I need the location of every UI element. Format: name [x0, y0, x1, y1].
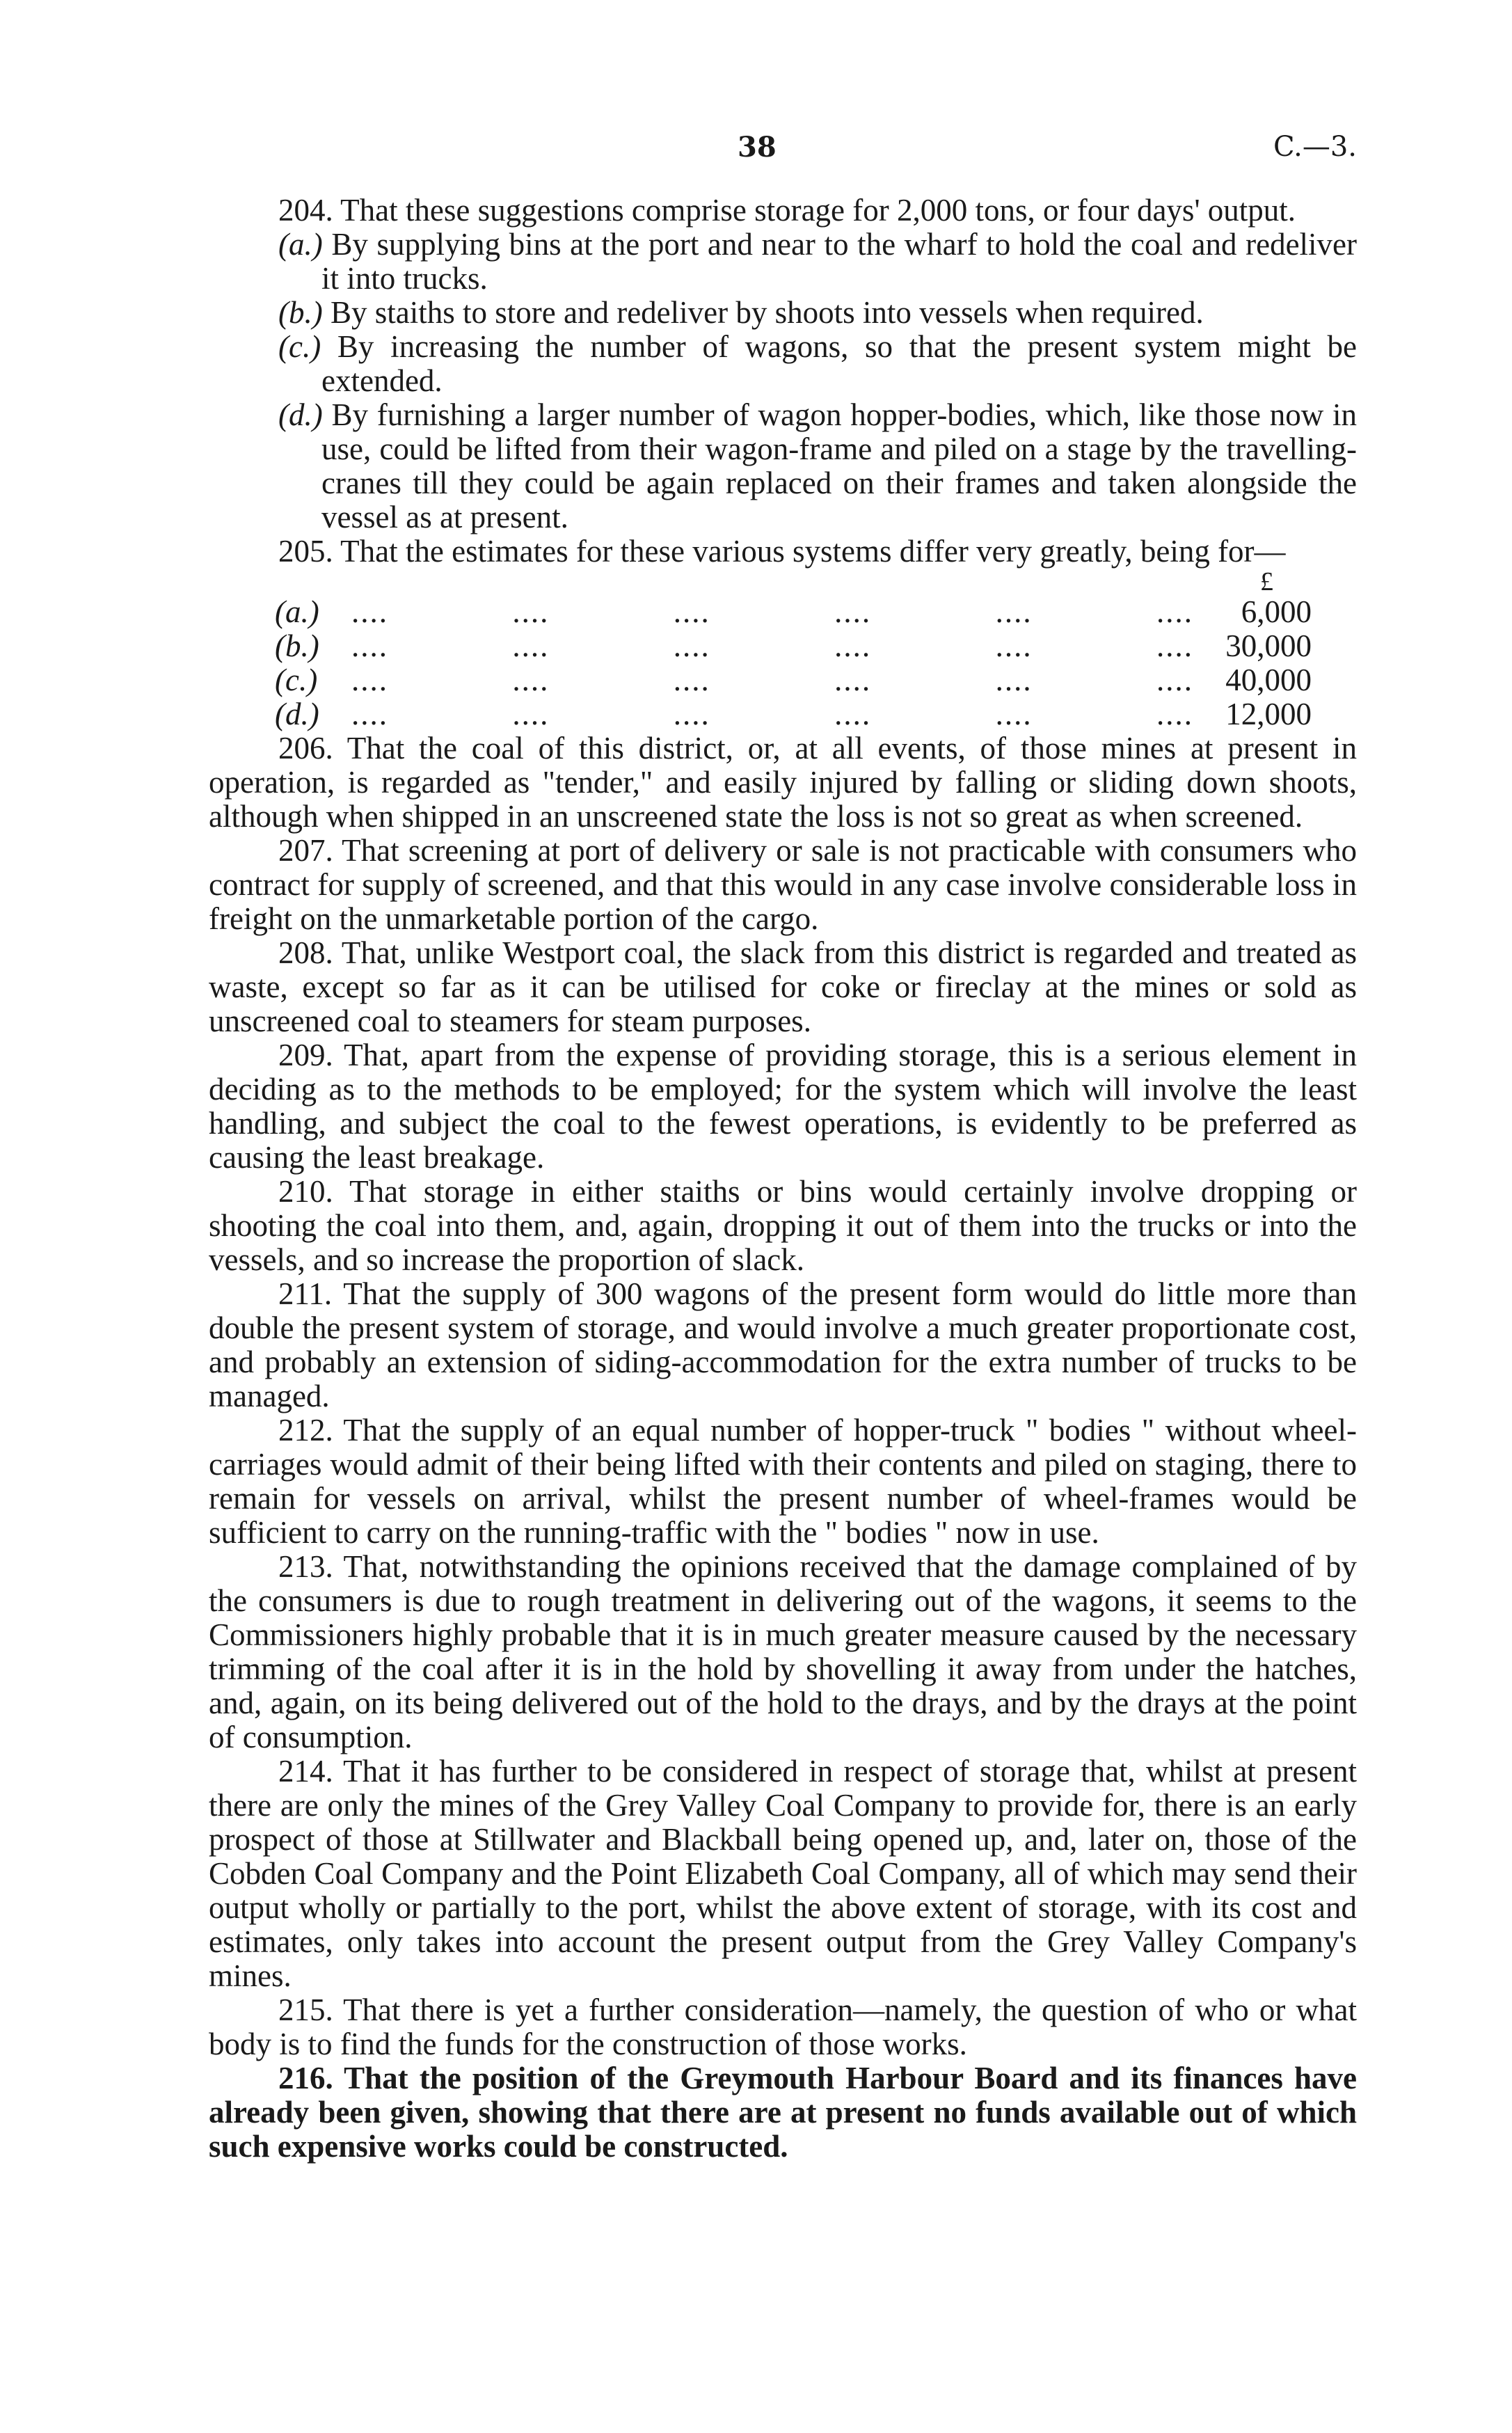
paragraph-214: 214. That it has further to be considered in respect of storage that, whilst at present there are only the mines of the Grey Valley Coal Company to provide for, there is an early prospect of those at Stillwater and Blackball being opened up, and, later on, those of the Cobden Coal Company and the Point Elizabeth Coal Company, all of which may send their output wholly or partially to the port, whilst the above extent of storage, with its cost and estimates, only takes into account the present output from the Grey Valley Company's mines. [209, 1754, 1357, 1993]
estimate-row-b [275, 629, 1312, 663]
estimate-value: 30,000 [1225, 628, 1312, 663]
estimate-value: 40,000 [1225, 663, 1312, 697]
paragraph-205: 205. That the estimates for these various systems differ very greatly, being for— [278, 534, 1286, 569]
sub-item-text: By supplying bins at the port and near to the wharf to hold the coal and redeliver it into trucks. [321, 227, 1358, 296]
document-reference: C.—3. [1273, 131, 1357, 163]
body-text [209, 193, 1357, 2164]
estimate-row-a [275, 595, 1312, 629]
estimates-table [275, 569, 1312, 731]
paragraph-204: 204. That these suggestions comprise storage for 2,000 tons, or four days' output. [278, 193, 1296, 228]
sub-item-c [209, 330, 1357, 398]
paragraph-206: 206. That the coal of this district, or, at all events, of those mines at present in operation, is regarded as "tender," and easily injured by falling or sliding down shoots, although when shipped in an unscreened state the loss is not so great as when screened. [209, 731, 1357, 834]
paragraph-216: 216. That the position of the Greymouth Harbour Board and its finances have already been given, showing that there are at present no funds available out of which such expensive works could be constructed. [209, 2061, 1357, 2164]
estimate-value: 6,000 [1241, 594, 1312, 629]
sub-item-text: By furnishing a larger number of wagon hopper-bodies, which, like those now in use, could be lifted from their wagon-frame and piled on a stage by the travelling-cranes till they could be again replaced on their frames and taken alongside the vessel as at present. [321, 397, 1358, 534]
paragraph-207: 207. That screening at port of delivery or sale is not practicable with consumers who contract for supply of screened, and that this would in any case involve considerable loss in freight on the unmarketable portion of the cargo. [209, 833, 1357, 936]
estimate-label: (b.) [275, 628, 319, 663]
page-header [202, 131, 1357, 173]
paragraph-208: 208. That, unlike Westport coal, the slack from this district is regarded and treated as waste, except so far as it can be utilised for coke or fireclay at the mines or sold as unscreened coal to steamers for steam purposes. [209, 935, 1357, 1038]
sub-item-text: By increasing the number of wagons, so that the present system might be extended. [321, 329, 1357, 398]
estimate-row-d [275, 697, 1312, 731]
currency-unit: £ [1260, 567, 1273, 596]
paragraph-209: 209. That, apart from the expense of providing storage, this is a serious element in deciding as to the methods to be employed; for the system which will involve the least handling, and subject the coal to the fewest operations, is evidently to be preferred as causing the least breakage. [209, 1038, 1357, 1175]
sub-item-label: (c.) [278, 329, 321, 364]
estimate-value: 12,000 [1225, 697, 1312, 731]
sub-item-label: (b.) [278, 295, 323, 330]
estimate-label: (c.) [275, 663, 318, 697]
sub-item-text: By staiths to store and redeliver by shoots into vessels when required. [330, 295, 1204, 330]
paragraph-210: 210. That storage in either staiths or bins would certainly involve dropping or shooting the coal into them, and, again, dropping it out of them into the trucks or into the vessels, and so increase the proportion of slack. [209, 1174, 1357, 1277]
sub-item-label: (a.) [278, 227, 323, 262]
estimate-label: (a.) [275, 594, 319, 629]
leader-dots: .... .... .... .... .... .... [351, 697, 1193, 731]
sub-item-b [209, 296, 1357, 330]
sub-item-d [209, 398, 1357, 534]
paragraph-215: 215. That there is yet a further consideration—namely, the question of who or what body is to find the funds for the construction of those works. [209, 1992, 1357, 2061]
page-number: 38 [738, 131, 777, 164]
estimate-label: (d.) [275, 697, 319, 731]
paragraph-212: 212. That the supply of an equal number of hopper-truck " bodies " without wheel-carriages would admit of their being lifted with their contents and piled on staging, there to remain for vessels on arrival, whilst the present number of wheel-frames would be sufficient to carry on the running-traffic with the " bodies " now in use. [209, 1413, 1357, 1550]
sub-item-a [209, 228, 1357, 296]
sub-item-label: (d.) [278, 397, 323, 432]
estimate-row-c [275, 663, 1312, 697]
leader-dots: .... .... .... .... .... .... [351, 663, 1193, 697]
leader-dots: .... .... .... .... .... .... [351, 628, 1193, 663]
paragraph-211: 211. That the supply of 300 wagons of the present form would do little more than double the present system of storage, and would involve a much greater proportionate cost, and probably an extension of siding-accommodation for the extra number of trucks to be managed. [209, 1276, 1357, 1413]
leader-dots: .... .... .... .... .... .... [351, 594, 1193, 629]
paragraph-213: 213. That, notwithstanding the opinions received that the damage complained of by the consumers is due to rough treatment in delivering out of the wagons, it seems to the Commissioners highly probable that it is in much greater measure caused by the necessary trimming of the coal after it is in the hold by shovelling it away from under the hatches, and, again, on its being delivered out of the hold to the drays, and by the drays at the point of consumption. [209, 1549, 1357, 1754]
